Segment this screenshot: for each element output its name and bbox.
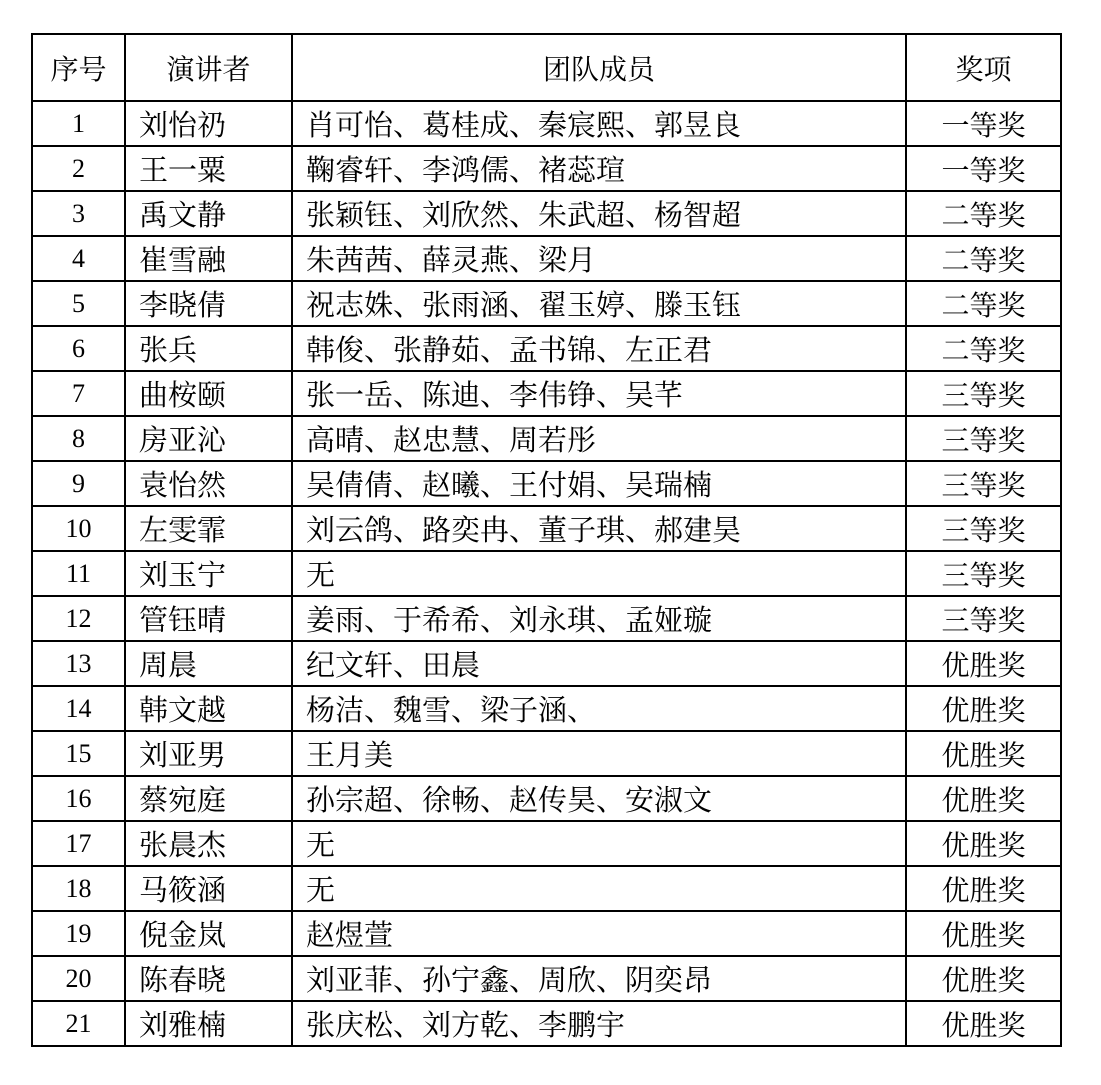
speaker-name-cell: 刘亚男 xyxy=(125,731,292,776)
team-members-cell: 刘亚菲、孙宁鑫、周欣、阴奕昂 xyxy=(292,956,906,1001)
table-row xyxy=(32,236,1061,281)
table-row xyxy=(32,686,1061,731)
award-cell: 优胜奖 xyxy=(906,956,1061,1001)
speaker-name-cell: 张兵 xyxy=(125,326,292,371)
award-cell: 优胜奖 xyxy=(906,1001,1061,1046)
speaker-name-cell: 陈春晓 xyxy=(125,956,292,1001)
row-number-cell: 7 xyxy=(32,371,125,416)
team-members-cell: 高晴、赵忠慧、周若彤 xyxy=(292,416,906,461)
speaker-name-cell: 刘玉宁 xyxy=(125,551,292,596)
row-number-cell: 14 xyxy=(32,686,125,731)
row-number-cell: 20 xyxy=(32,956,125,1001)
column-header-team: 团队成员 xyxy=(292,34,906,101)
speaker-name-cell: 崔雪融 xyxy=(125,236,292,281)
table-row xyxy=(32,326,1061,371)
row-number-cell: 2 xyxy=(32,146,125,191)
award-cell: 一等奖 xyxy=(906,101,1061,146)
table-row xyxy=(32,596,1061,641)
team-members-cell: 张庆松、刘方乾、李鹏宇 xyxy=(292,1001,906,1046)
row-number-cell: 21 xyxy=(32,1001,125,1046)
award-cell: 三等奖 xyxy=(906,461,1061,506)
row-number-cell: 4 xyxy=(32,236,125,281)
team-members-cell: 杨洁、魏雪、梁子涵、 xyxy=(292,686,906,731)
table-row xyxy=(32,101,1061,146)
speaker-name-cell: 周晨 xyxy=(125,641,292,686)
row-number-cell: 18 xyxy=(32,866,125,911)
award-cell: 优胜奖 xyxy=(906,776,1061,821)
table-row xyxy=(32,641,1061,686)
row-number-cell: 12 xyxy=(32,596,125,641)
table-row xyxy=(32,416,1061,461)
row-number-cell: 3 xyxy=(32,191,125,236)
award-cell: 一等奖 xyxy=(906,146,1061,191)
table-body xyxy=(32,101,1061,1046)
award-cell: 三等奖 xyxy=(906,596,1061,641)
speaker-name-cell: 袁怡然 xyxy=(125,461,292,506)
speaker-name-cell: 李晓倩 xyxy=(125,281,292,326)
row-number-cell: 10 xyxy=(32,506,125,551)
speaker-name-cell: 曲桉颐 xyxy=(125,371,292,416)
row-number-cell: 11 xyxy=(32,551,125,596)
team-members-cell: 祝志姝、张雨涵、翟玉婷、滕玉钰 xyxy=(292,281,906,326)
team-members-cell: 姜雨、于希希、刘永琪、孟娅璇 xyxy=(292,596,906,641)
award-cell: 优胜奖 xyxy=(906,641,1061,686)
table-row xyxy=(32,1001,1061,1046)
speaker-name-cell: 王一粟 xyxy=(125,146,292,191)
team-members-cell: 吴倩倩、赵曦、王付娟、吴瑞楠 xyxy=(292,461,906,506)
speaker-name-cell: 刘雅楠 xyxy=(125,1001,292,1046)
row-number-cell: 1 xyxy=(32,101,125,146)
row-number-cell: 8 xyxy=(32,416,125,461)
award-cell: 优胜奖 xyxy=(906,911,1061,956)
row-number-cell: 17 xyxy=(32,821,125,866)
speaker-name-cell: 刘怡礽 xyxy=(125,101,292,146)
award-cell: 三等奖 xyxy=(906,371,1061,416)
award-cell: 优胜奖 xyxy=(906,731,1061,776)
table-row xyxy=(32,146,1061,191)
team-members-cell: 刘云鸽、路奕冉、董子琪、郝建昊 xyxy=(292,506,906,551)
table-row xyxy=(32,776,1061,821)
award-cell: 优胜奖 xyxy=(906,866,1061,911)
team-members-cell: 朱茜茜、薛灵燕、梁月 xyxy=(292,236,906,281)
table-row xyxy=(32,281,1061,326)
team-members-cell: 无 xyxy=(292,821,906,866)
speaker-name-cell: 左雯霏 xyxy=(125,506,292,551)
team-members-cell: 无 xyxy=(292,551,906,596)
table-header-row xyxy=(32,34,1061,101)
table-row xyxy=(32,461,1061,506)
team-members-cell: 肖可怡、葛桂成、秦宸熙、郭昱良 xyxy=(292,101,906,146)
speaker-name-cell: 张晨杰 xyxy=(125,821,292,866)
row-number-cell: 16 xyxy=(32,776,125,821)
table-row xyxy=(32,821,1061,866)
table-row xyxy=(32,911,1061,956)
speaker-name-cell: 倪金岚 xyxy=(125,911,292,956)
row-number-cell: 15 xyxy=(32,731,125,776)
speaker-name-cell: 房亚沁 xyxy=(125,416,292,461)
table-row xyxy=(32,866,1061,911)
award-cell: 三等奖 xyxy=(906,506,1061,551)
table-row xyxy=(32,191,1061,236)
speaker-name-cell: 管钰晴 xyxy=(125,596,292,641)
award-cell: 优胜奖 xyxy=(906,686,1061,731)
column-header-speaker: 演讲者 xyxy=(125,34,292,101)
award-cell: 优胜奖 xyxy=(906,821,1061,866)
column-header-number: 序号 xyxy=(32,34,125,101)
team-members-cell: 张颖钰、刘欣然、朱武超、杨智超 xyxy=(292,191,906,236)
row-number-cell: 5 xyxy=(32,281,125,326)
table-row xyxy=(32,731,1061,776)
table-row xyxy=(32,551,1061,596)
column-header-award: 奖项 xyxy=(906,34,1061,101)
team-members-cell: 无 xyxy=(292,866,906,911)
award-cell: 二等奖 xyxy=(906,326,1061,371)
team-members-cell: 韩俊、张静茹、孟书锦、左正君 xyxy=(292,326,906,371)
team-members-cell: 纪文轩、田晨 xyxy=(292,641,906,686)
award-cell: 二等奖 xyxy=(906,191,1061,236)
team-members-cell: 鞠睿轩、李鸿儒、褚蕊瑄 xyxy=(292,146,906,191)
speaker-name-cell: 马筱涵 xyxy=(125,866,292,911)
row-number-cell: 19 xyxy=(32,911,125,956)
speaker-name-cell: 韩文越 xyxy=(125,686,292,731)
table-row xyxy=(32,506,1061,551)
speaker-name-cell: 禹文静 xyxy=(125,191,292,236)
table-row xyxy=(32,371,1061,416)
row-number-cell: 9 xyxy=(32,461,125,506)
award-results-table xyxy=(31,33,1062,1047)
award-cell: 三等奖 xyxy=(906,551,1061,596)
award-cell: 三等奖 xyxy=(906,416,1061,461)
award-cell: 二等奖 xyxy=(906,236,1061,281)
team-members-cell: 张一岳、陈迪、李伟铮、吴芊 xyxy=(292,371,906,416)
team-members-cell: 孙宗超、徐畅、赵传昊、安淑文 xyxy=(292,776,906,821)
award-cell: 二等奖 xyxy=(906,281,1061,326)
table-row xyxy=(32,956,1061,1001)
row-number-cell: 6 xyxy=(32,326,125,371)
speaker-name-cell: 蔡宛庭 xyxy=(125,776,292,821)
team-members-cell: 赵煜萱 xyxy=(292,911,906,956)
row-number-cell: 13 xyxy=(32,641,125,686)
team-members-cell: 王月美 xyxy=(292,731,906,776)
